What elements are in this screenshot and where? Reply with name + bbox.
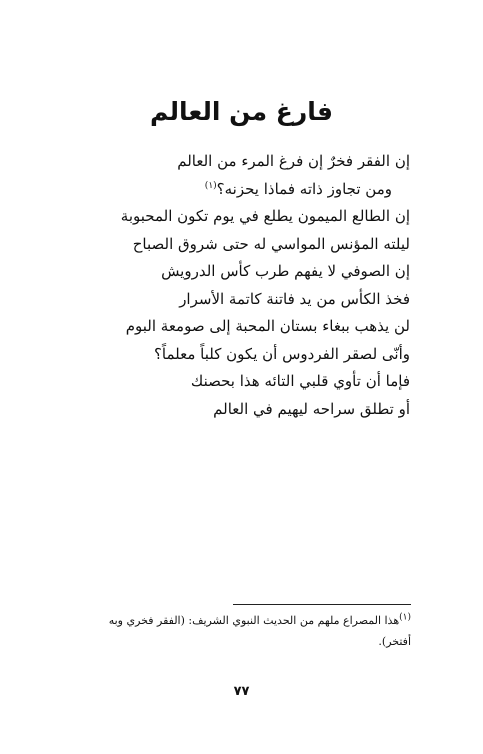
footnote-text: هذا المصراع ملهم من الحديث النبوي الشريف: (الفقر فخري وبه xyxy=(108,614,400,627)
verse-line: ليلته المؤنس المواسي له حتى شروق الصباح xyxy=(132,234,410,253)
page-title: فارغ من العالم xyxy=(149,97,334,126)
footnote-marker: (١) xyxy=(399,612,411,623)
verse-line: فإما أن تأوي قلبي التائه هذا بحصنك xyxy=(190,372,410,390)
verse-line xyxy=(110,176,410,204)
verse-line: لن يذهب ببغاء بستان المحبة إلى صومعة البوم xyxy=(125,317,410,335)
verse-line: إن الصوفي لا يفهم طرب كأس الدرويش xyxy=(161,262,410,280)
page-number: ٧٧ xyxy=(233,684,250,699)
poem xyxy=(110,148,410,423)
verse-line: وأنّى لصقر الفردوس أن يكون كلباً معلماً؟ xyxy=(153,344,410,363)
footnote-line: أفتخر). xyxy=(378,635,411,648)
verse-line: إن الفقر فخرٌ إن فرغ المرء من العالم xyxy=(177,152,410,170)
verse-line: أو تطلق سراحه ليهيم في العالم xyxy=(213,399,410,418)
verse-line: إن الطالع الميمون يطلع في يوم تكون المحبوبة xyxy=(120,207,410,225)
verse-line: فخذ الكأس من يد فاتنة كاتمة الأسرار xyxy=(179,289,410,308)
footnote-line xyxy=(71,610,411,631)
footnote xyxy=(71,610,411,652)
footnote-reference: (١) xyxy=(204,180,217,191)
footnote-divider xyxy=(233,604,411,605)
verse-text: ومن تجاوز ذاته فماذا يحزنه؟ xyxy=(216,179,392,198)
